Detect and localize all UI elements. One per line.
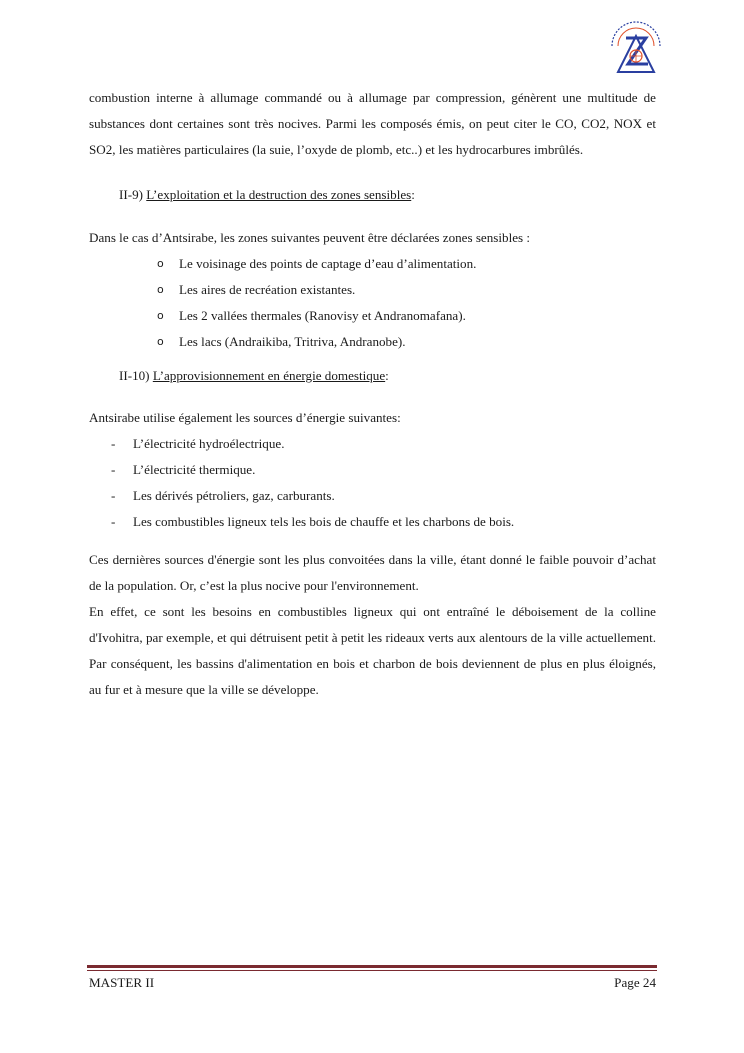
list-item: - Les combustibles ligneux tels les bois de chauffe et les charbons de bois. — [89, 509, 656, 535]
section-heading-ii-9 — [89, 182, 656, 208]
heading-suffix: : — [385, 368, 389, 383]
conclusion-paragraph-1: Ces dernières sources d'énergie sont les plus convoitées dans la ville, étant donné le faible pouvoir d’achat de la population. Or, c’est la plus nocive pour l'environnement. — [89, 552, 656, 593]
footer-document-label: MASTER II — [89, 975, 155, 990]
footer-divider-thin — [87, 970, 657, 971]
bullet-marker: o — [157, 309, 164, 322]
bullet-marker: - — [111, 462, 116, 477]
zones-intro-paragraph: Dans le cas d’Antsirabe, les zones suivantes peuvent être déclarées zones sensibles : — [89, 230, 531, 245]
intro-paragraph: combustion interne à allumage commandé ou à allumage par compression, génèrent une multitude de substances dont certaines sont très nocives. Parmi les composés émis, on peut citer le CO, CO2, NOX et SO2, les matières particulaires (la suie, l’oxyde de plomb, etc..) et les hydrocarbures imbrûlés. — [89, 90, 656, 157]
bullet-marker: - — [111, 436, 116, 451]
heading-suffix: : — [411, 187, 415, 202]
bullet-marker: o — [157, 257, 164, 270]
institution-logo — [604, 20, 668, 78]
list-item: o Le voisinage des points de captage d’eau d’alimentation. — [89, 251, 656, 277]
footer-divider — [87, 965, 657, 968]
energy-intro-paragraph: Antsirabe utilise également les sources d’énergie suivantes: — [89, 410, 401, 425]
bullet-marker: o — [157, 283, 164, 296]
list-item: o Les aires de recréation existantes. — [89, 277, 656, 303]
conclusion-paragraph-2: En effet, ce sont les besoins en combustibles ligneux qui ont entraîné le déboisement de la colline d'Ivohitra, par exemple, et qui détruisent petit à petit les rideaux verts aux alentours de la ville actuellement. Par conséquent, les bassins d'alimentation en bois et charbon de bois deviennent de plus en plus éloignés, au fur et à mesure que la ville se développe. — [89, 604, 656, 697]
footer-page-number: Page 24 — [614, 975, 656, 990]
list-item: - L’électricité hydroélectrique. — [89, 431, 656, 457]
logo-emblem-icon — [604, 20, 668, 78]
heading-title: L’approvisionnement en énergie domestique — [152, 368, 386, 383]
list-item: - L’électricité thermique. — [89, 457, 656, 483]
list-item: o Les lacs (Andraikiba, Tritriva, Andranobe). — [89, 329, 656, 355]
list-item: o Les 2 vallées thermales (Ranovisy et Andranomafana). — [89, 303, 656, 329]
bullet-marker: o — [157, 335, 164, 348]
bullet-marker: - — [111, 488, 116, 503]
page-body — [89, 85, 656, 703]
list-item: - Les dérivés pétroliers, gaz, carburants. — [89, 483, 656, 509]
heading-number: II-9) — [119, 187, 147, 202]
bullet-marker: - — [111, 514, 116, 529]
heading-number: II-10) — [119, 368, 153, 383]
heading-title: L’exploitation et la destruction des zones sensibles — [146, 187, 412, 202]
energy-sources-list — [89, 431, 656, 535]
section-heading-ii-10 — [89, 363, 656, 389]
zones-list — [89, 251, 656, 355]
